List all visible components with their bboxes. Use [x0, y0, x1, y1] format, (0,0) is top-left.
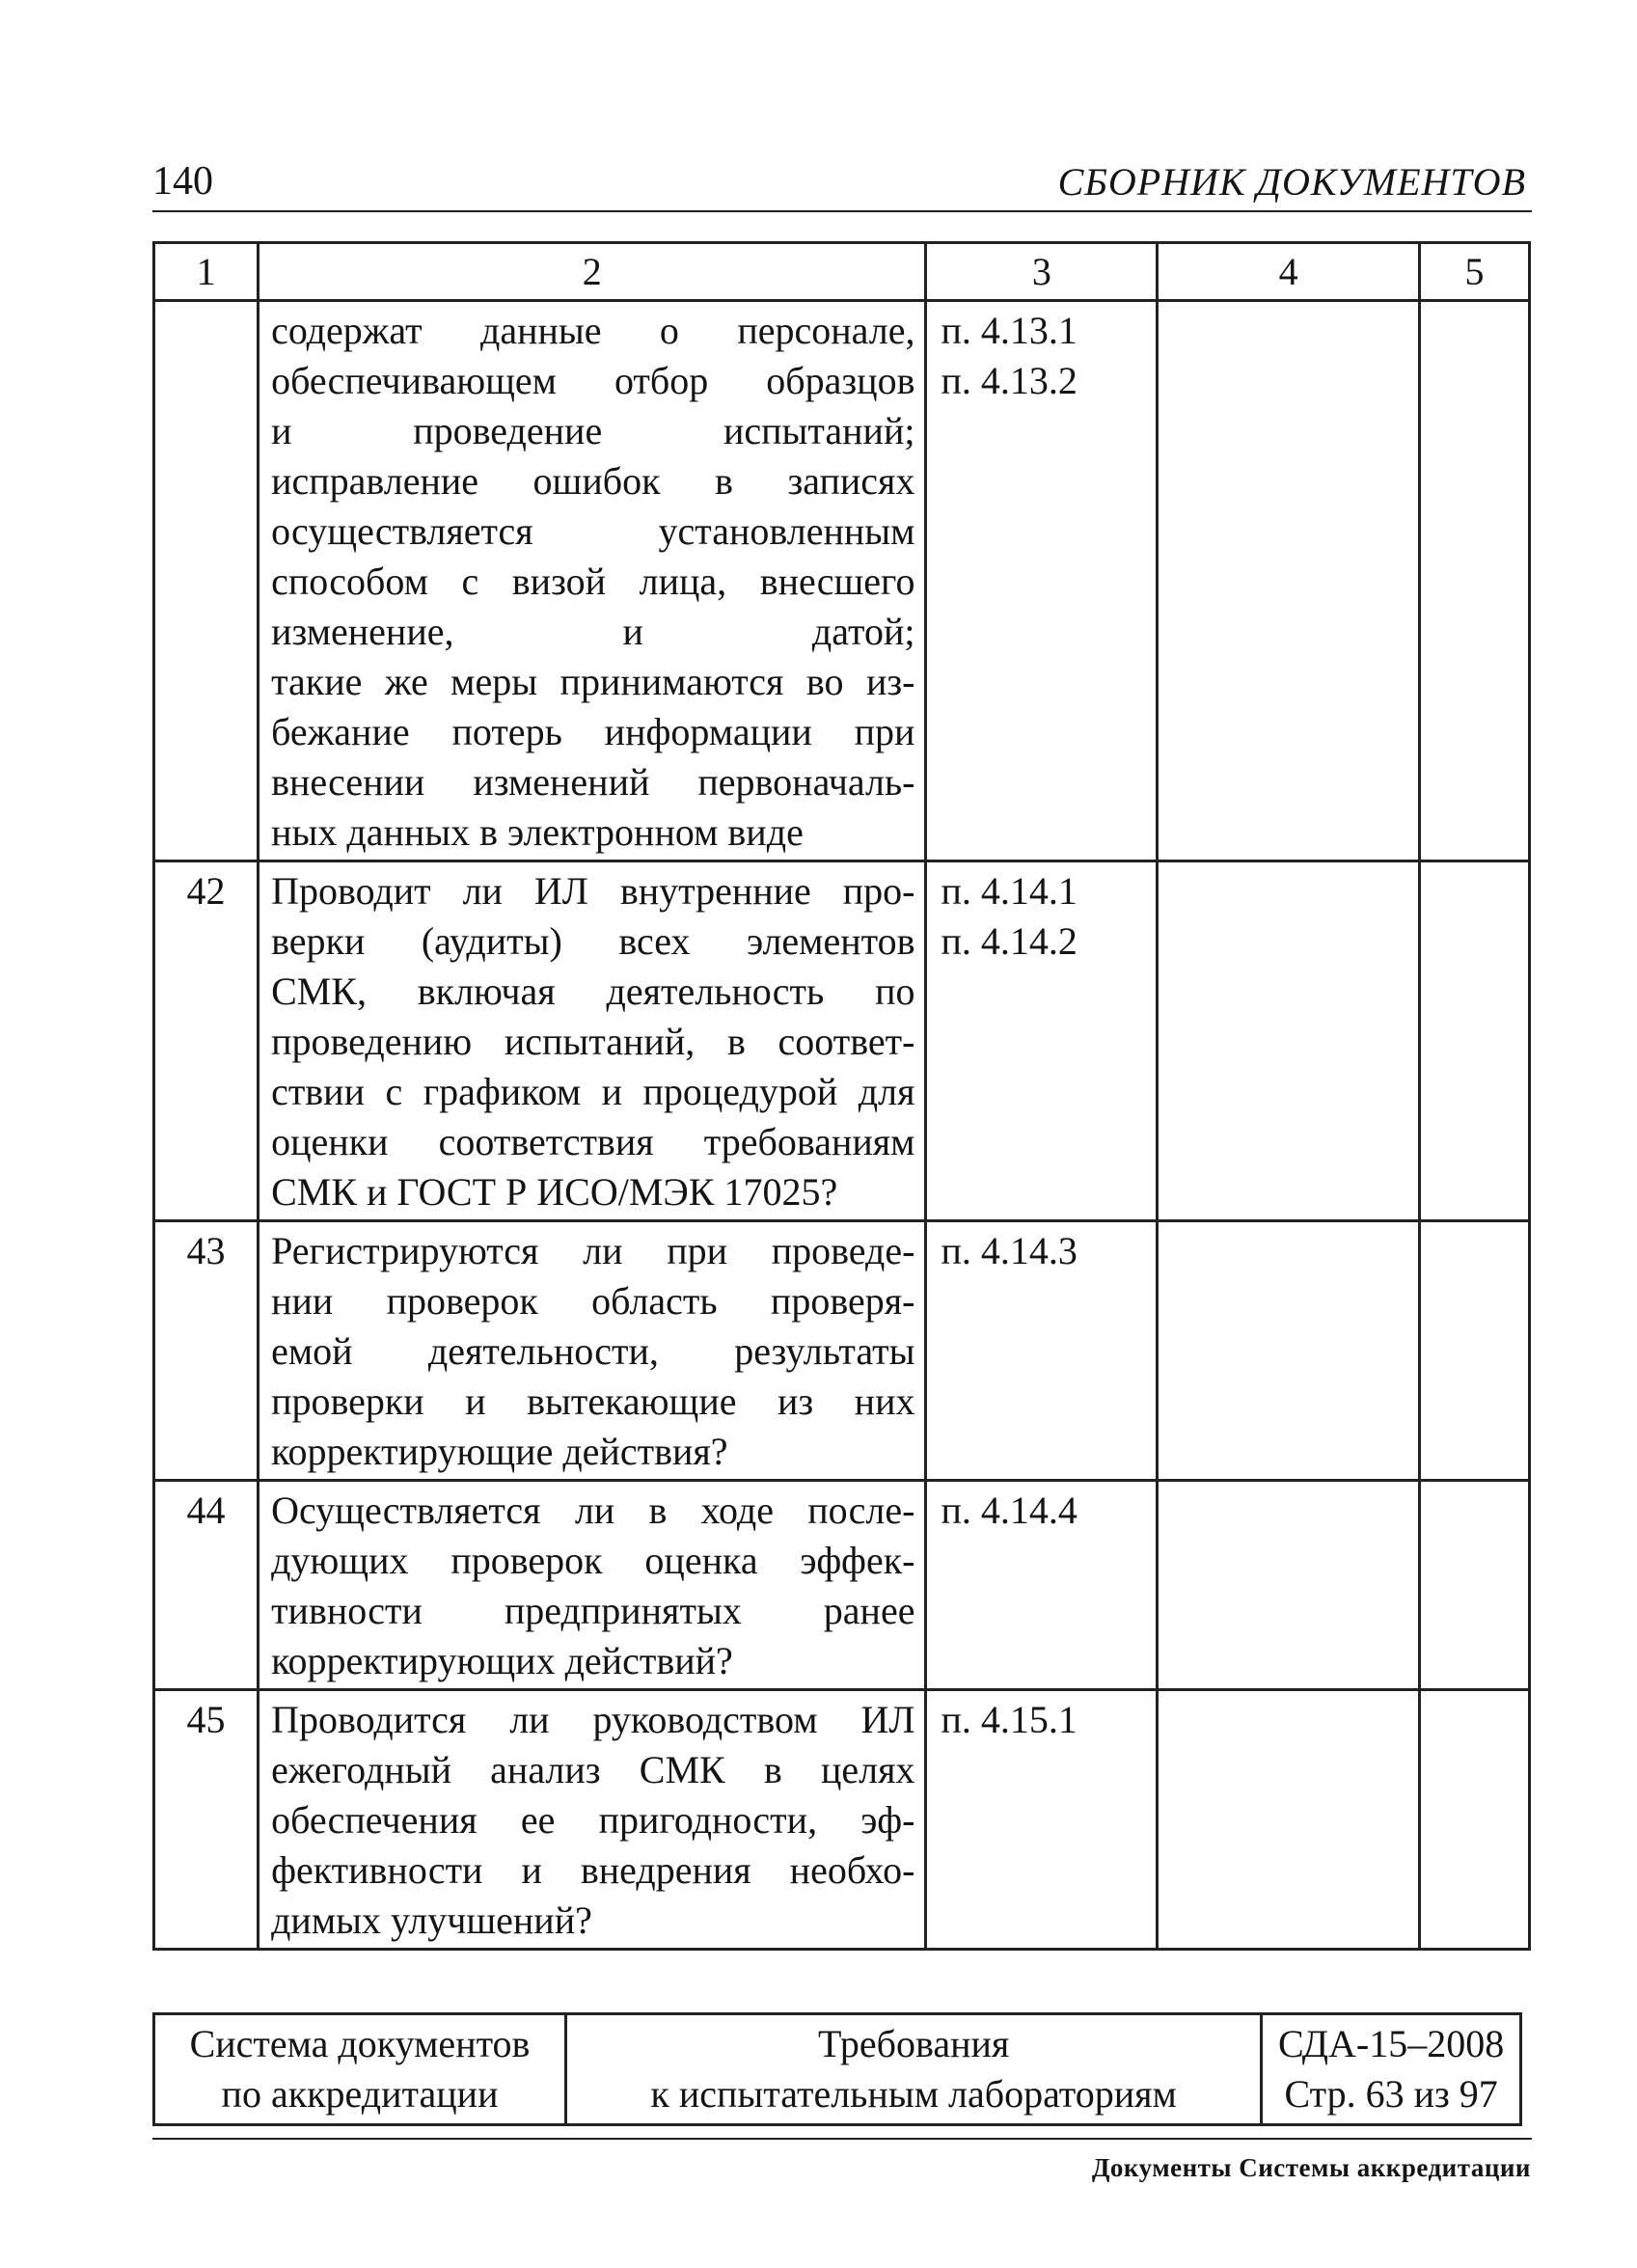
column-header: 3: [926, 243, 1158, 301]
question-line: бежание потерь информации при: [271, 710, 915, 753]
question-line: исправление ошибок в записях: [271, 459, 915, 503]
question-line: проверки и вытекающие из них: [271, 1380, 915, 1423]
reference-clause: п. 4.14.1: [941, 869, 1078, 913]
row-number: [154, 301, 259, 861]
bottom-divider: [152, 2138, 1532, 2140]
question-line: Проводится ли руководством ИЛ: [271, 1698, 915, 1741]
collection-title: СБОРНИК ДОКУМЕНТОВ: [1057, 160, 1526, 204]
page-number: 140: [152, 159, 213, 204]
reference-clause: п. 4.15.1: [941, 1698, 1078, 1741]
footer-requirements-line: Требования: [817, 2022, 1010, 2065]
checklist-table: [152, 241, 1531, 1951]
footer-code-cell: [1262, 2014, 1521, 2125]
reference-clause: п. 4.14.4: [941, 1489, 1078, 1532]
row-number: 43: [154, 1221, 259, 1481]
question-line: изменение, и датой;: [271, 610, 915, 653]
empty-cell-col4: [1158, 1481, 1420, 1690]
question-line: оценки соответствия требованиям: [271, 1120, 915, 1163]
reference-cell: [926, 1690, 1158, 1950]
question-line: обеспечивающем отбор образцов: [271, 359, 915, 402]
reference-cell: [926, 1221, 1158, 1481]
page-header: [152, 154, 1532, 212]
question-line: обеспечения ее пригодности, эф-: [271, 1798, 915, 1842]
empty-cell-col5: [1420, 1481, 1530, 1690]
empty-cell-col5: [1420, 1690, 1530, 1950]
reference-clause: п. 4.14.3: [941, 1229, 1078, 1272]
column-header: 2: [259, 243, 926, 301]
reference-clause: п. 4.13.2: [941, 359, 1078, 402]
footer-requirements-cell: [566, 2014, 1262, 2125]
question-line: тивности предпринятых ранее: [271, 1589, 915, 1632]
reference-clause: п. 4.14.2: [941, 919, 1078, 963]
question-line: такие же меры принимаются во из-: [271, 660, 915, 703]
footer-code-line: СДА-15–2008: [1278, 2022, 1505, 2065]
question-line: ствии с графиком и процедурой для: [271, 1070, 915, 1113]
footer-requirements-line: к испытательным лабораториям: [650, 2072, 1177, 2116]
question-line: содержат данные о персонале,: [271, 309, 915, 352]
empty-cell-col4: [1158, 1221, 1420, 1481]
question-line: ных данных в электронном виде: [271, 810, 804, 854]
table-header-row: [154, 243, 1530, 301]
reference-clause: п. 4.13.1: [941, 309, 1078, 352]
question-line: осуществляется установленным: [271, 509, 915, 553]
row-number: 44: [154, 1481, 259, 1690]
question-line: нии проверок область проверя-: [271, 1279, 915, 1323]
question-cell: [259, 1221, 926, 1481]
question-line: СМК и ГОСТ Р ИСО/МЭК 17025?: [271, 1170, 838, 1214]
question-line: Проводит ли ИЛ внутренние про-: [271, 869, 915, 913]
row-number: 42: [154, 861, 259, 1221]
question-line: димых улучшений?: [271, 1899, 592, 1942]
footer-system-line: Система документов: [189, 2022, 531, 2065]
question-line: Регистрируются ли при проведе-: [271, 1229, 915, 1272]
empty-cell-col4: [1158, 861, 1420, 1221]
question-line: фективности и внедрения необхо-: [271, 1848, 915, 1892]
table-row: [154, 1690, 1530, 1950]
table-row: [154, 1481, 1530, 1690]
question-line: корректирующих действий?: [271, 1639, 733, 1682]
table-row: [154, 861, 1530, 1221]
table-row: [154, 301, 1530, 861]
row-number: 45: [154, 1690, 259, 1950]
question-line: корректирующие действия?: [271, 1430, 728, 1473]
column-header: 4: [1158, 243, 1420, 301]
empty-cell-col5: [1420, 1221, 1530, 1481]
empty-cell-col5: [1420, 301, 1530, 861]
footer-system-line: по аккредитации: [221, 2072, 499, 2116]
question-cell: [259, 301, 926, 861]
question-line: СМК, включая деятельность по: [271, 970, 915, 1013]
empty-cell-col4: [1158, 1690, 1420, 1950]
question-line: дующих проверок оценка эффек-: [271, 1539, 915, 1582]
document-footer-table: [152, 2012, 1522, 2126]
question-line: Осуществляется ли в ходе после-: [271, 1489, 915, 1532]
question-line: проведению испытаний, в соответ-: [271, 1020, 915, 1063]
question-line: емой деятельности, результаты: [271, 1329, 915, 1373]
question-cell: [259, 1690, 926, 1950]
question-cell: [259, 861, 926, 1221]
reference-cell: [926, 301, 1158, 861]
empty-cell-col4: [1158, 301, 1420, 861]
table-row: [154, 1221, 1530, 1481]
question-line: внесении изменений первоначаль-: [271, 760, 915, 804]
question-cell: [259, 1481, 926, 1690]
column-header: 1: [154, 243, 259, 301]
reference-cell: [926, 1481, 1158, 1690]
footer-system-cell: [154, 2014, 566, 2125]
footer-row: [154, 2014, 1521, 2125]
question-line: способом с визой лица, внесшего: [271, 560, 915, 603]
table-body: [154, 301, 1530, 1950]
publisher-note: Документы Системы аккредитации: [1091, 2153, 1531, 2182]
column-header: 5: [1420, 243, 1530, 301]
footer-code-line: Стр. 63 из 97: [1284, 2072, 1498, 2116]
empty-cell-col5: [1420, 861, 1530, 1221]
question-line: верки (аудиты) всех элементов: [271, 919, 915, 963]
question-line: ежегодный анализ СМК в целях: [271, 1748, 915, 1791]
question-line: и проведение испытаний;: [271, 409, 915, 452]
reference-cell: [926, 861, 1158, 1221]
